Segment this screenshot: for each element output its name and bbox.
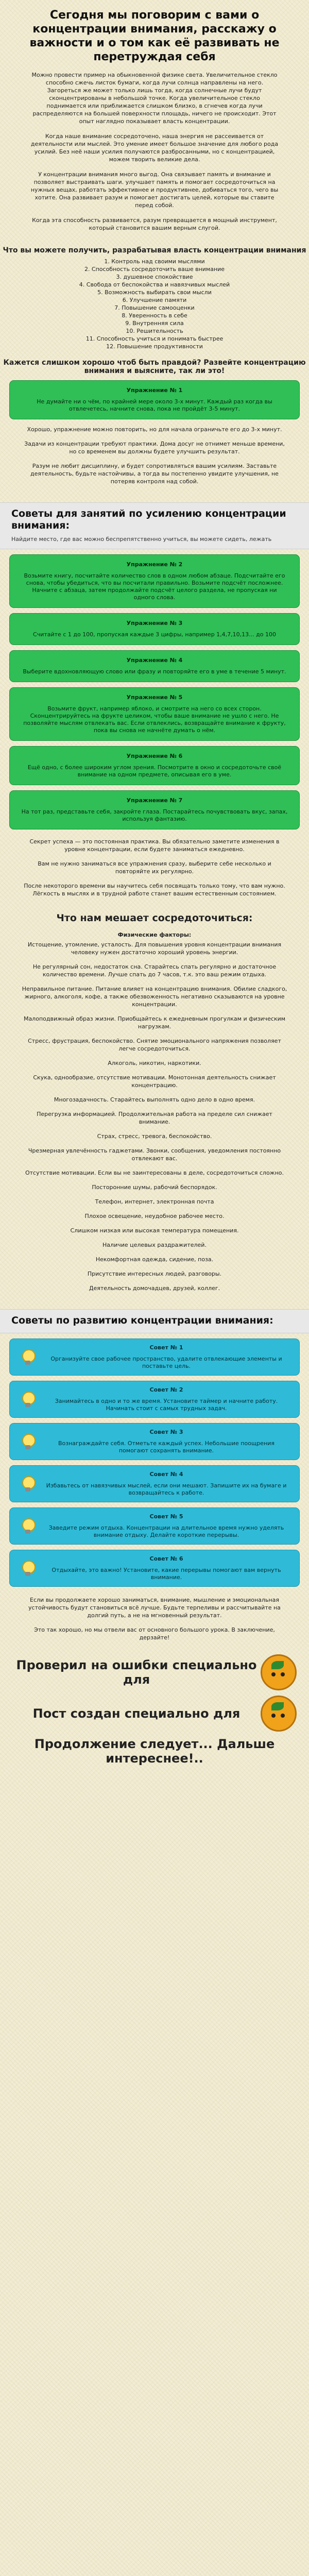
paragraph: Хорошо, упражнение можно повторить, но для начала ограничьте его до 3-х минут.: [27, 426, 282, 433]
tip-heading: Совет № 2: [149, 1386, 183, 1393]
paragraph: Вам не нужно заниматься все упражнения сразу, выберите себе несколько и повторяйте их регулярно.: [38, 860, 271, 875]
continuation-text: Продолжение следует... Дальше интереснее!..: [34, 1737, 275, 1766]
section-heading: Советы для занятий по усилению концентрации внимания:: [11, 508, 286, 531]
exercise-heading: Упражнение № 7: [126, 797, 183, 804]
paragraph: Если вы продолжаете хорошо заниматься, внимание, мышление и эмоциональная устойчивость будут становиться всё лучше. Будьте терпеливы и рассчитывайте на долгий путь, а не на мгновенный результат.: [28, 1597, 281, 1619]
list-item: 2. Способность сосредоточить ваше внимание: [84, 266, 225, 273]
tip-card: [9, 1465, 300, 1502]
exercise-heading: Упражнение № 2: [126, 561, 183, 568]
question-text: Кажется слишком хорошо чтоб быть правдой? Развейте концентрацию внимания и выясните, так ли это!: [3, 359, 306, 375]
lightbulb-icon: [19, 1560, 37, 1577]
intro-paragraph: Когда эта способность развивается, разум превращается в мощный инструмент, который становится вашим верным слугой.: [32, 217, 277, 231]
continuation-row: [0, 1737, 309, 1766]
paragraph: После некоторого времени вы научитесь себя посвящать только тому, что вам нужно. Лёгкость в мыслях и в трудной работе станет вашим естественным состоянием.: [24, 883, 285, 897]
tip-card: [9, 1381, 300, 1418]
exercise-card: [9, 687, 300, 741]
exercise-text: На тот раз, представьте себя, закройте глаза. Постарайтесь почувствовать вкус, запах, используя фантазию.: [21, 808, 288, 822]
factor-text: Не регулярный сон, недостаток сна. Старайтесь спать регулярно и достаточное количество времени. Лучше спать до 7 часов, т.к. это ваш режим отдыха.: [32, 963, 277, 978]
tips-section-header: [0, 502, 309, 549]
list-item: 5. Возможность выбирать свои мысли: [97, 289, 212, 296]
tip-text: Отдыхайте, это важно! Установите, какие перерывы помогают вам вернуть внимание.: [52, 1567, 281, 1581]
exercise-heading: Упражнение № 3: [126, 620, 183, 626]
list-item: 4. Свобода от беспокойства и навязчивых мыслей: [79, 281, 230, 288]
factors-list: [0, 929, 309, 1300]
tip-heading: Совет № 6: [149, 1555, 183, 1562]
factor-text: Страх, стресс, тревога, беспокойство.: [97, 1133, 212, 1140]
exercise-heading: Упражнение № 6: [126, 753, 183, 759]
exercise-text: Ещё одно, с более широким углом зрения. Посмотрите в окно и сосредоточьте своё внимание на одном предмете, описывая его в уме.: [27, 764, 282, 778]
factor-text: Многозадачность. Старайтесь выполнять одно дело в одно время.: [54, 1096, 255, 1103]
factors-heading: Что нам мешает сосредоточиться:: [56, 912, 253, 924]
closing-text: [0, 1595, 309, 1649]
lightbulb-icon: [19, 1391, 37, 1408]
exercise-text: Выберите вдохновляющую слово или фразу и повторяйте его в уме в течение 5 минут.: [23, 668, 286, 675]
tip-card: [9, 1423, 300, 1460]
exercise-card: [9, 746, 300, 785]
factor-text: Отсутствие мотивации. Если вы не заинтересованы в деле, сосредоточиться сложно.: [25, 1170, 284, 1176]
section-heading: Советы по развитию концентрации внимания:: [11, 1315, 273, 1326]
tip-card: [9, 1338, 300, 1376]
exercise-text: Считайте с 1 до 100, пропуская каждые 3 цифры, например 1,4,7,10,13... до 100: [33, 631, 276, 638]
article-title: Сегодня мы поговорим с вами о концентрации внимания, расскажу о важности и о том как её развивать не перетруждая себя: [29, 9, 280, 63]
factor-text: Слишком низкая или высокая температура помещения.: [70, 1227, 239, 1234]
paragraph: Секрет успеха — это постоянная практика. Вы обязательно заметите изменения в уровне концентрации, если будете заниматься ежедневно.: [29, 838, 280, 853]
list-item: 3. душевное спокойствие: [116, 274, 193, 280]
factor-text: Стресс, фрустрация, беспокойство. Снятие эмоционального напряжения позволяет легче сосредоточиться.: [28, 1038, 281, 1052]
tip-heading: Совет № 3: [149, 1429, 183, 1435]
tip-heading: Совет № 1: [149, 1344, 183, 1351]
benefits-heading: Что вы можете получить, разрабатывая власть концентрации внимания: [3, 246, 306, 255]
exercise-card: [9, 790, 300, 829]
lightbulb-icon: [19, 1475, 37, 1493]
section-subtitle: Найдите место, где вас можно беспрепятственно учиться, вы можете сидеть, лежать: [11, 536, 272, 543]
created-for-text: Пост создан специально для: [32, 1706, 241, 1721]
factor-text: Деятельность домочадцев, друзей, коллег.: [89, 1285, 220, 1292]
tip-heading: Совет № 5: [149, 1513, 183, 1520]
intro: [0, 68, 309, 241]
factor-text: Посторонние шумы, рабочий беспорядок.: [92, 1184, 217, 1191]
intro-paragraph: Когда наше внимание сосредоточено, наша энергия не рассеивается от деятельности или мыслей. Это умение имеет большое значение для любого рода усилий. Без неё наши усилия получаются разбросанными, но с концентрацией, можем творить великие дела.: [30, 133, 279, 163]
lightbulb-icon: [19, 1433, 37, 1450]
tip-text: Вознаграждайте себя. Отметьте каждый успех. Небольшие поощрения помогают сохранять внимание.: [58, 1440, 275, 1454]
lightbulb-icon: [19, 1348, 37, 1366]
exercise-card: [9, 554, 300, 608]
paragraph: Разум не любит дисциплину, и будет сопротивляться вашим усилиям. Заставьте деятельность, будьте настойчивы, а тогда вы постепенно увидите улучшения, не потеряв контроля над собой.: [30, 463, 279, 485]
proofread-text: Проверил на ошибки специально для: [16, 1658, 257, 1687]
intro-paragraph: Можно провести пример на обыкновенной физике света. Увеличительное стекло способно сжечь листок бумаги, когда лучи солнца направлены на него. Загореться же может только лишь тогда, когда солнечные лучи будут сконцентрированы в небольшой точке. Когда увеличительное стекло поднимается или приближается слишком близко, в сгнечев когда лучи распределяются на большей поверхности площадь, ничего не происходит. Этот опыт наглядно показывает власть концентрации.: [31, 72, 278, 125]
tip-heading: Совет № 4: [149, 1471, 183, 1478]
factor-text: Телефон, интернет, электронная почта: [95, 1198, 214, 1205]
exercise-heading: Упражнение № 1: [126, 387, 183, 394]
factor-text: Скука, однообразие, отсутствие мотивации. Монотонная деятельность снижает концентрацию.: [33, 1074, 276, 1089]
benefits-list: [0, 258, 309, 350]
factor-text: Неправильное питание. Питание влияет на концентрацию внимания. Обилие сладкого, жирного, алкоголя, кофе, а также обезвоженность негативно сказываются на уровне концентрации.: [22, 986, 287, 1008]
tip-card: [9, 1550, 300, 1587]
after-exercises-text: [0, 837, 309, 905]
paragraph: Задачи из концентрации требуют практики. Дома досуг не отнимет меньше времени, но со временем вы должны будете улучшить результат.: [24, 440, 285, 455]
lightbulb-icon: [19, 1517, 37, 1535]
tip-text: Избавьтесь от навязчивых мыслей, если они мешают. Запишите их на бумаге и возвращайтесь к работе.: [46, 1482, 287, 1496]
list-item: 7. Повышение самооценки: [114, 304, 195, 311]
exercise-text: Возьмите книгу, посчитайте количество слов в одном любом абзаце. Подсчитайте его снова, чтобы убедиться, что вы посчитали правильно. Возьмите подсчёт посложнее. Начните с абзаца, затем продолжайте подсчёт целого раздела, не пропуская ни одного слова.: [24, 572, 285, 601]
advice-section-header: [0, 1309, 309, 1333]
factor-text: Некомфортная одежда, сидение, поза.: [95, 1256, 214, 1263]
list-item: 9. Внутренняя сила: [125, 320, 184, 327]
factor-text: Плохое освещение, неудобное рабочее место.: [84, 1213, 225, 1219]
list-item: 6. Улучшение памяти: [122, 297, 187, 303]
factor-text: Малоподвижный образ жизни. Приобщайтесь к ежедневным прогулкам и физическим нагрузкам.: [23, 1015, 286, 1030]
created-for-row: [0, 1696, 309, 1732]
list-item: 12. Повышение продуктивности: [106, 343, 203, 350]
factor-text: Перегрузка информацией. Продолжительная работа на пределе сил снижает внимание.: [37, 1111, 272, 1125]
tip-text: Заведите режим отдыха. Концентрации на длительное время нужно уделять внимание отдыху. Делайте короткие перерывы.: [48, 1524, 284, 1538]
list-item: 1. Контроль над своими мыслями: [104, 258, 205, 265]
tip-text: Занимайтесь в одно и то же время. Установите таймер и начните работу. Начинать стоит с самых трудных задач.: [55, 1398, 278, 1412]
middle-text: [0, 425, 309, 493]
list-item: 8. Уверенность в себе: [122, 312, 187, 319]
factor-text: Чрезмерная увлечённость гаджетами. Звонки, сообщения, уведомления постоянно отвлекают вас.: [28, 1147, 281, 1162]
list-item: 11. Способность учиться и понимать быстрее: [85, 335, 224, 342]
exercise-text: Не думайте ни о чём, по крайней мере около 3-х минут. Каждый раз когда вы отвлечетесь, начните снова, пока не пройдёт 3-5 минут.: [37, 398, 272, 412]
tip-text: Организуйте свое рабочее пространство, удалите отвлекающие элементы и поставьте цель.: [50, 1355, 282, 1369]
factor-title: Физические факторы:: [117, 931, 192, 938]
exercise-card: [9, 650, 300, 682]
list-item: 10. Решительность: [126, 328, 183, 334]
community-emblem-icon: [261, 1696, 297, 1732]
intro-paragraph: У концентрации внимания много выгод. Она связывает память и внимание и позволяет выстраивать шаги. улучшает память и помогает сосредоточиться на нужных вещах, работать эффективнее и продуктивнее, добиваться того, чего вы хотите. Она развивает разум и помогает достигать целей, которые вы ставите перед собой.: [30, 171, 279, 209]
tip-card: [9, 1507, 300, 1545]
exercise-text: Возьмите фрукт, например яблоко, и смотрите на него со всех сторон. Сконцентрируйтесь на фрукте целиком, чтобы ваше внимание не ушло с него. Не позволяйте мыслям отвлекать вас. Если отвлеклись, возвращайте внимание к фрукту, пока вы снова не начнёте думать о нём.: [23, 705, 286, 734]
exercise-card: [9, 380, 300, 419]
exercise-card: [9, 613, 300, 645]
factor-text: Алкоголь, никотин, наркотики.: [108, 1060, 201, 1066]
paragraph: Это так хорошо, но мы отвели вас от основного большого урока. В заключение, дерзайте!: [34, 1626, 275, 1641]
exercise-heading: Упражнение № 5: [126, 694, 183, 701]
exercise-heading: Упражнение № 4: [126, 657, 183, 664]
factor-text: Присутствие интересных людей, разговоры.: [87, 1270, 222, 1277]
proofread-row: [0, 1654, 309, 1690]
community-emblem-icon: [261, 1654, 297, 1690]
factor-text: Наличие целевых раздражителей.: [102, 1242, 207, 1248]
factor-text: Истощение, утомление, усталость. Для повышения уровня концентрации внимания человеку нужен достаточно хороший уровень энергии.: [27, 941, 282, 956]
